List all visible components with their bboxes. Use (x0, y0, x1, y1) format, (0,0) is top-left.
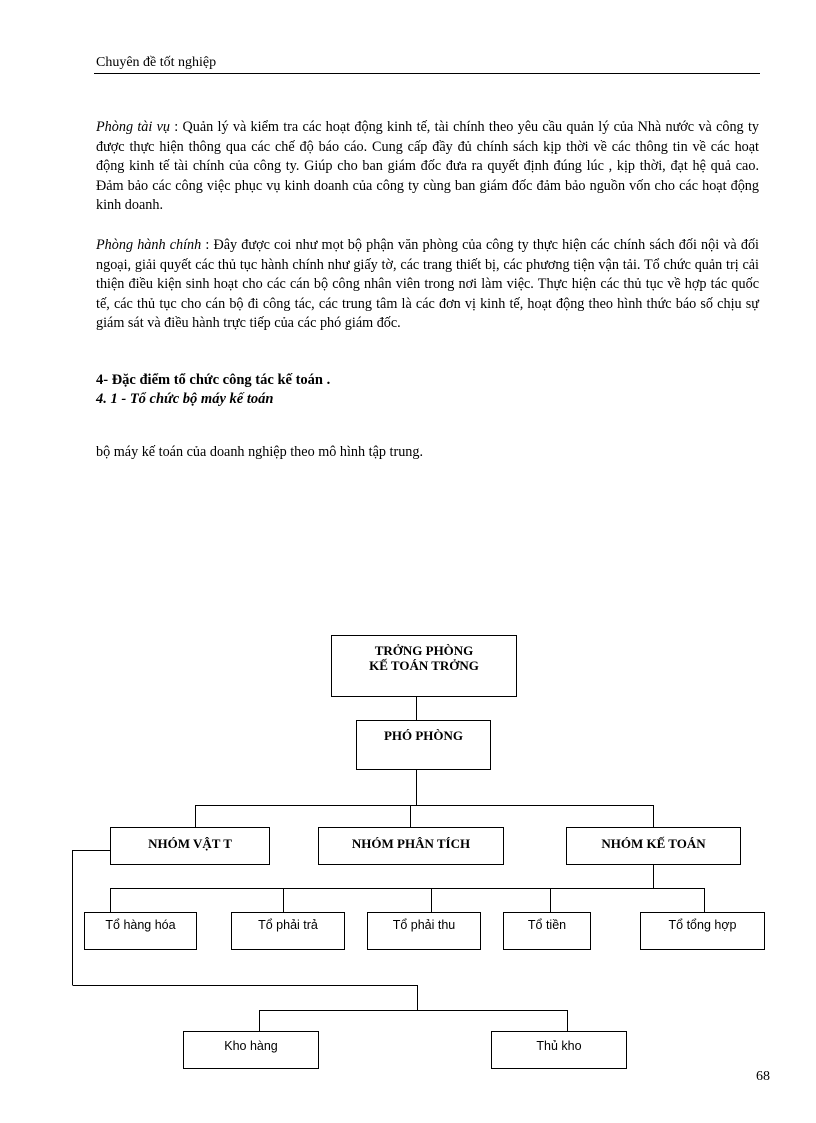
team-label-payables: Tổ phải trả (258, 918, 318, 932)
warehouse-label-goods: Kho hàng (224, 1039, 278, 1053)
group-label-accounting: NHÓM KẾ TOÁN (601, 836, 706, 851)
team-label-general: Tổ tổng hợp (668, 918, 737, 932)
paragraph-text: : Đây được coi như mọt bộ phận văn phòng của công ty thực hiện các chính sách đối nội và đối ngoại, giải quyết các thủ tục hành chính như giấy tờ, các trang thiết bị, các phương tiện vận tải. Tổ chức quản trị cải thiện điều kiện sinh hoạt cho các cán bộ công nhân viên trong nơi làm việc. Thực hiện các thủ tục về hợp tác quốc tế, các thủ tục cho cán bộ đi công tác, các trung tâm là các đơn vị kinh tế, hoạt động theo hình thức báo số chịu sự giám sát và điều hành trực tiếp của các phó giám đốc. (96, 237, 759, 332)
paragraph-text: : Quản lý và kiểm tra các hoạt động kinh tế, tài chính theo yêu cầu quản lý của Nhà nước và công ty được thực hiện thông qua các chế độ báo cáo. Cung cấp đầy đủ chính sách kịp thời về các thông tin về các hoạt động kinh tế tài chính của công ty. Giúp cho ban giám đốc đưa ra quyết định đúng lúc , kịp thời, đạt hệ quả cao. Đảm bảo các công việc phục vụ kinh doanh của công ty cùng ban giám đốc đảm bảo nguồn vốn cho các hoạt động kinh doanh. (96, 119, 759, 214)
group-label-materials: NHÓM VẬT T (148, 836, 232, 851)
team-label-receivables: Tổ phải thu (392, 918, 456, 932)
warehouse-label-keeper: Thủ kho (536, 1039, 582, 1053)
chief-label (331, 643, 517, 673)
deputy-label: PHÓ PHÒNG (383, 728, 464, 743)
group-label-analysis: NHÓM PHÂN TÍCH (351, 836, 471, 851)
chief-label-line2: KẾ TOÁN TRỞNG (369, 658, 479, 673)
section-heading: 4- Đặc điểm tổ chức công tác kế toán . (96, 372, 331, 388)
paragraph-lead: Phòng tài vụ (96, 119, 170, 135)
subsection-heading: 4. 1 - Tổ chức bộ máy kế toán (96, 391, 274, 407)
intro-note: bộ máy kế toán của doanh nghiệp theo mô hình tập trung. (96, 444, 424, 460)
page-header-title: Chuyên đề tốt nghiệp (96, 55, 217, 70)
paragraph-lead: Phòng hành chính (96, 237, 202, 253)
team-label-cash: Tổ tiền (527, 918, 567, 932)
chief-label-line1: TRỞNG PHÒNG (374, 643, 474, 658)
page-number: 68 (756, 1069, 770, 1084)
team-label-goods: Tổ hàng hóa (105, 918, 176, 932)
